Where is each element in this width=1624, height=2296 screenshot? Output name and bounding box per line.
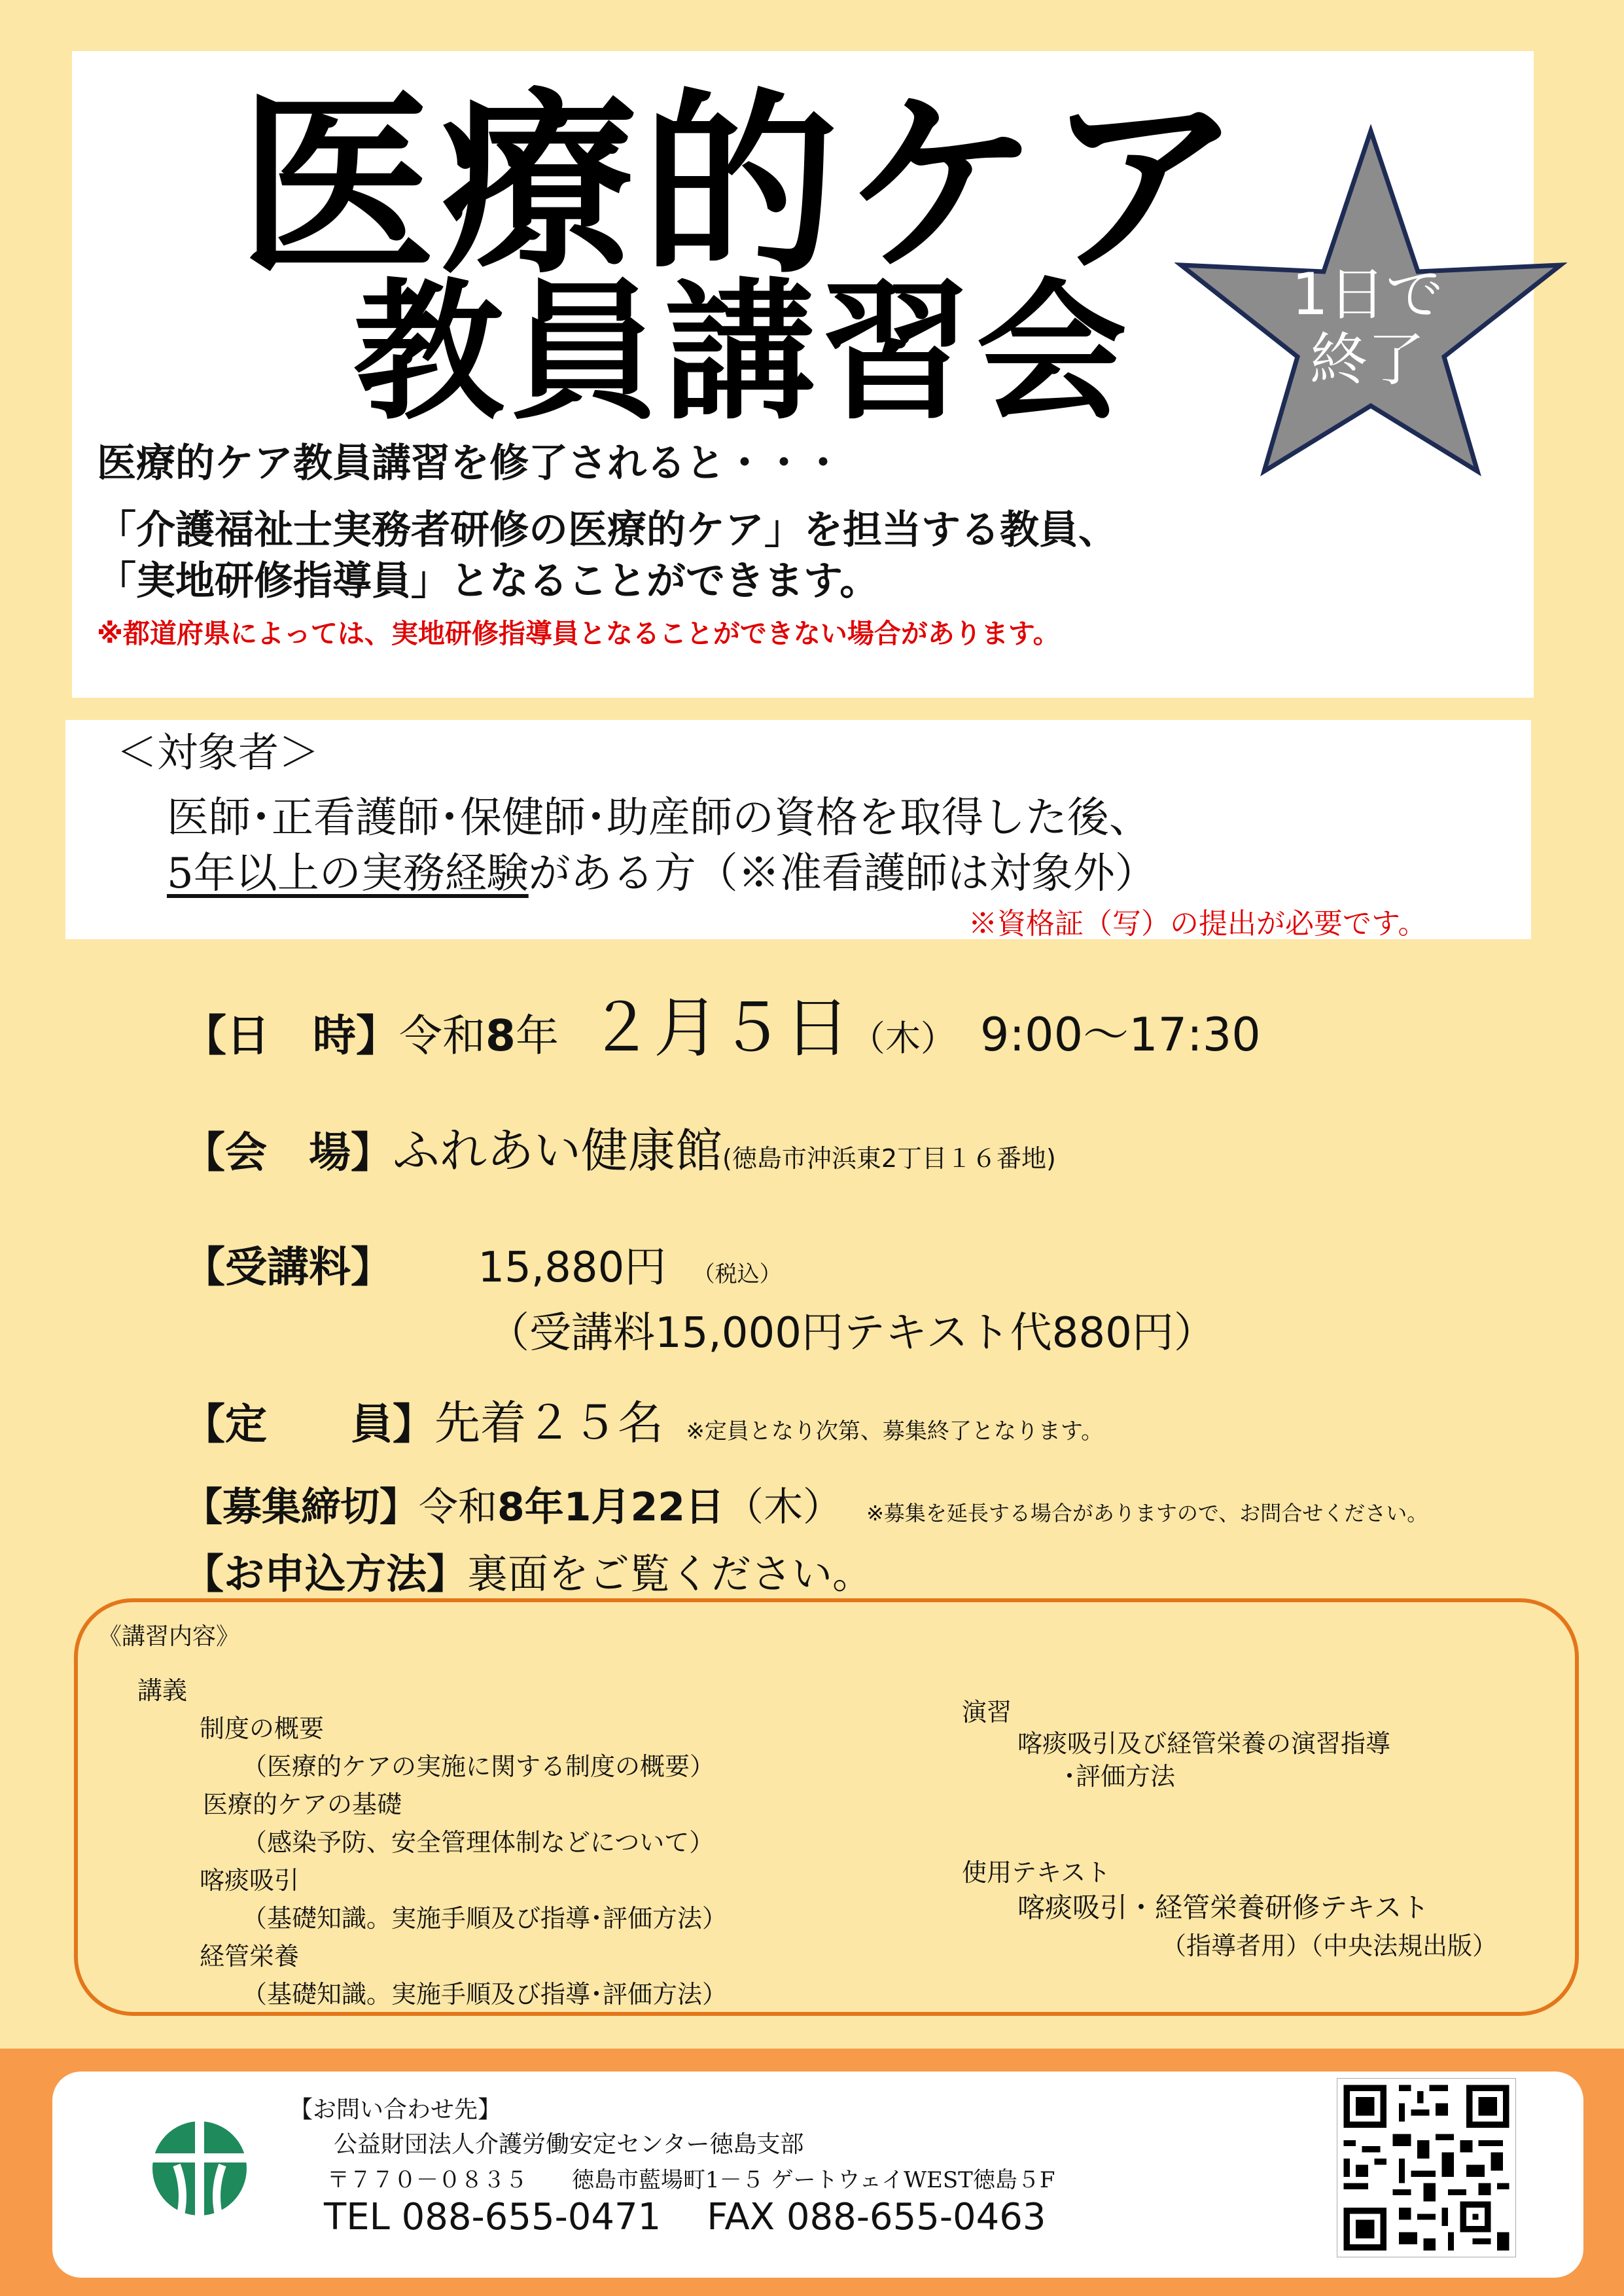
venue-name: ふれあい健康館 (393, 1123, 723, 1178)
contact-address: 〒７７０－０８３５ 徳島市藍場町1－５ ゲートウェイWEST徳島５F (327, 2167, 1055, 2193)
venue-row (183, 1113, 1056, 1181)
lecture-item-detail: （医療的ケアの実施に関する制度の概要） (242, 1752, 715, 1781)
fee-breakdown: （受講料15,000円テキスト代880円） (487, 1309, 1216, 1357)
contact-organization: 公益財団法人介護労働安定センター徳島支部 (334, 2131, 804, 2158)
contents-heading: 《講習内容》 (98, 1623, 240, 1650)
main-title-line2: 教員講習会 (353, 266, 1132, 440)
date-era: 令和 (399, 1011, 485, 1061)
capacity-value: 先着２５名 (434, 1396, 663, 1450)
deadline-weekday: （木） (724, 1484, 842, 1530)
lecture-title: 講義 (137, 1676, 188, 1705)
exercise-line1: 喀痰吸引及び経管栄養の演習指導 (1017, 1729, 1391, 1758)
target-heading: ＜対象者＞ (116, 728, 320, 776)
target-line2 (167, 840, 1157, 900)
lead-line1: 医療的ケア教員講習を修了されると・・・ (97, 440, 843, 486)
deadline-date: 8年1月22日 (497, 1484, 724, 1530)
date-year-suffix: 年 (515, 1011, 559, 1061)
lecture-item-detail: （感染予防、安全管理体制などについて） (242, 1828, 715, 1857)
date-year: 8 (485, 1011, 516, 1061)
target-line2-rest: がある方（※准看護師は対象外） (528, 850, 1157, 898)
deadline-label: 【募集締切】 (183, 1484, 419, 1530)
fee-label: 【受講料】 (183, 1244, 393, 1292)
target-line1: 医師･正看護師･保健師･助産師の資格を取得した後、 (167, 794, 1151, 842)
badge-line2: 終了 (1309, 326, 1425, 393)
lecture-item-detail: （基礎知識。実施手順及び指導･評価方法） (242, 1980, 728, 2009)
textbook-title: 使用テキスト (962, 1858, 1111, 1887)
date-weekday: （木） (849, 1018, 956, 1059)
date-row (183, 975, 1261, 1069)
capacity-note: ※定員となり次第、募集終了となります。 (686, 1418, 1104, 1444)
contact-heading: 【お問い合わせ先】 (289, 2096, 502, 2123)
apply-row (183, 1541, 873, 1600)
capacity-row (183, 1386, 1103, 1452)
star-badge-text (1243, 262, 1492, 393)
lecture-item-name: 医療的ケアの基礎 (203, 1790, 402, 1819)
organization-logo-icon (150, 2119, 249, 2217)
exercise-title: 演習 (962, 1698, 1012, 1727)
qr-code-icon[interactable] (1337, 2078, 1516, 2257)
deadline-note: ※募集を延長する場合がありますので、お問合せください。 (866, 1501, 1428, 1526)
textbook-line1: 喀痰吸引・経管栄養研修テキスト (1017, 1892, 1430, 1924)
deadline-prefix: 令和 (419, 1484, 497, 1530)
fee-row (183, 1234, 782, 1294)
apply-value: 裏面をご覧ください。 (467, 1550, 874, 1598)
lead-line2: 「介護福祉士実務者研修の医療的ケア」を担当する教員、 (97, 507, 1118, 553)
venue-address: (徳島市沖浜東2丁目１６番地) (722, 1144, 1056, 1173)
contact-tel: TEL 088-655-0471 (324, 2196, 662, 2238)
capacity-label: 【定 員】 (183, 1401, 434, 1449)
contact-phones (324, 2196, 1046, 2238)
target-note: ※資格証（写）の提出が必要です。 (968, 907, 1427, 941)
lecture-item-name: 経管栄養 (200, 1942, 300, 1971)
fee-amount: 15,880円 (478, 1244, 667, 1292)
lead-note: ※都道府県によっては、実地研修指導員となることができない場合があります。 (97, 618, 1060, 649)
lecture-item-name: 制度の概要 (200, 1714, 325, 1743)
date-month-day: ２月５日 (588, 990, 850, 1066)
date-time: 9:00～17:30 (980, 1008, 1261, 1062)
deadline-row (183, 1476, 1428, 1532)
main-title-line1: 医療的ケア (239, 72, 1246, 300)
fee-tax: （税込） (692, 1261, 782, 1287)
target-experience-requirement: 5年以上の実務経験 (167, 850, 529, 898)
lecture-item-detail: （基礎知識。実施手順及び指導･評価方法） (242, 1904, 728, 1933)
contact-fax: FAX 088-655-0463 (707, 2196, 1046, 2238)
apply-label: 【お申込方法】 (183, 1550, 468, 1598)
venue-label: 【会 場】 (183, 1129, 393, 1177)
date-label: 【日 時】 (183, 1011, 399, 1061)
textbook-line2: （指導者用）（中央法規出版） (1161, 1931, 1498, 1960)
lead-line3: 「実地研修指導員」となることができます。 (97, 558, 879, 604)
exercise-line2: ･評価方法 (1063, 1762, 1176, 1791)
lecture-item-name: 喀痰吸引 (200, 1866, 300, 1895)
badge-line1: 1日で (1292, 260, 1443, 328)
